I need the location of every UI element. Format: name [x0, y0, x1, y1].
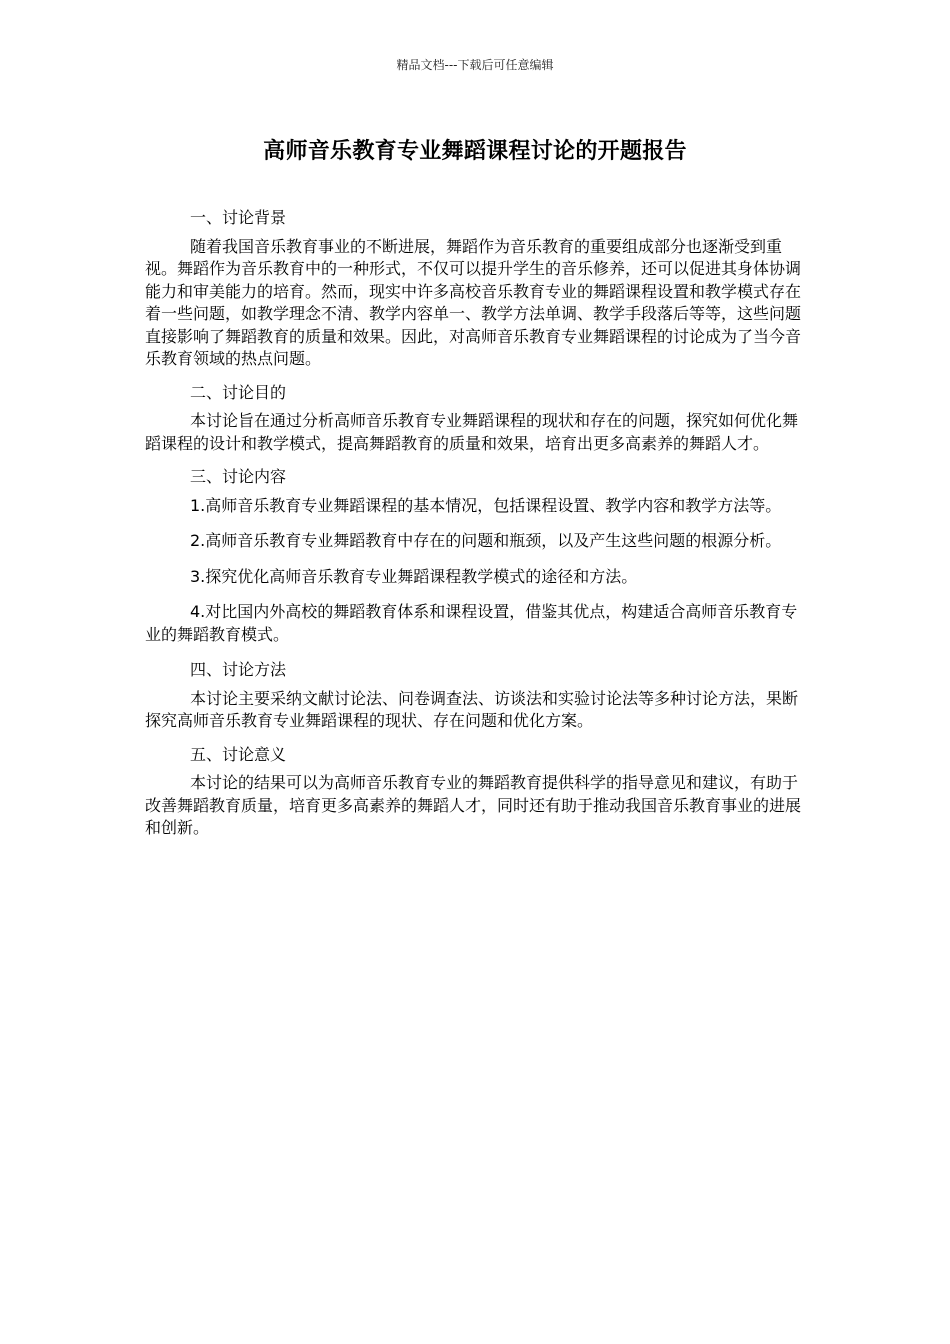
content-item-1: 1.高师音乐教育专业舞蹈课程的基本情况，包括课程设置、教学内容和教学方法等。 [190, 495, 782, 515]
section-heading-content: 三、讨论内容 [190, 467, 287, 486]
paragraph-method: 本讨论主要采纳文献讨论法、问卷调查法、访谈法和实验讨论法等多种讨论方法，果断探究高师音乐教育专业舞蹈课程的现状、存在问题和优化方案。 [145, 688, 799, 730]
paragraph-background: 随着我国音乐教育事业的不断进展，舞蹈作为音乐教育的重要组成部分也逐渐受到重视。舞蹈作为音乐教育中的一种形式，不仅可以提升学生的音乐修养，还可以促进其身体协调能力和审美能力的培育。然而，现实中许多高校音乐教育专业的舞蹈课程设置和教学模式存在着一些问题，如教学理念不清、教学内容单一、教学方法单调、教学手段落后等等，这些问题直接影响了舞蹈教育的质量和效果。因此，对高师音乐教育专业舞蹈课程的讨论成为了当今音乐教育领域的热点问题。 [145, 236, 802, 368]
section-heading-background: 一、讨论背景 [190, 208, 287, 227]
content-item-3: 3.探究优化高师音乐教育专业舞蹈课程教学模式的途径和方法。 [190, 566, 638, 586]
section-heading-significance: 五、讨论意义 [190, 744, 287, 764]
document-title: 高师音乐教育专业舞蹈课程讨论的开题报告 [263, 139, 687, 164]
paragraph-purpose: 本讨论旨在通过分析高师音乐教育专业舞蹈课程的现状和存在的问题，探究如何优化舞蹈课程的设计和教学模式，提高舞蹈教育的质量和效果，培育出更多高素养的舞蹈人才。 [145, 411, 799, 453]
paragraph-significance: 本讨论的结果可以为高师音乐教育专业的舞蹈教育提供科学的指导意见和建议，有助于改善舞蹈教育质量，培育更多高素养的舞蹈人才，同时还有助于推动我国音乐教育事业的进展和创新。 [145, 773, 802, 837]
content-item-2: 2.高师音乐教育专业舞蹈教育中存在的问题和瓶颈，以及产生这些问题的根源分析。 [190, 531, 782, 550]
header-note: 精品文档---下载后可任意编辑 [396, 58, 554, 72]
content-item-4: 4.对比国内外高校的舞蹈教育体系和课程设置，借鉴其优点，构建适合高师音乐教育专业的舞蹈教育模式。 [145, 602, 798, 644]
section-heading-method: 四、讨论方法 [190, 660, 287, 679]
section-heading-purpose: 二、讨论目的 [190, 382, 287, 402]
document-body [145, 207, 810, 851]
